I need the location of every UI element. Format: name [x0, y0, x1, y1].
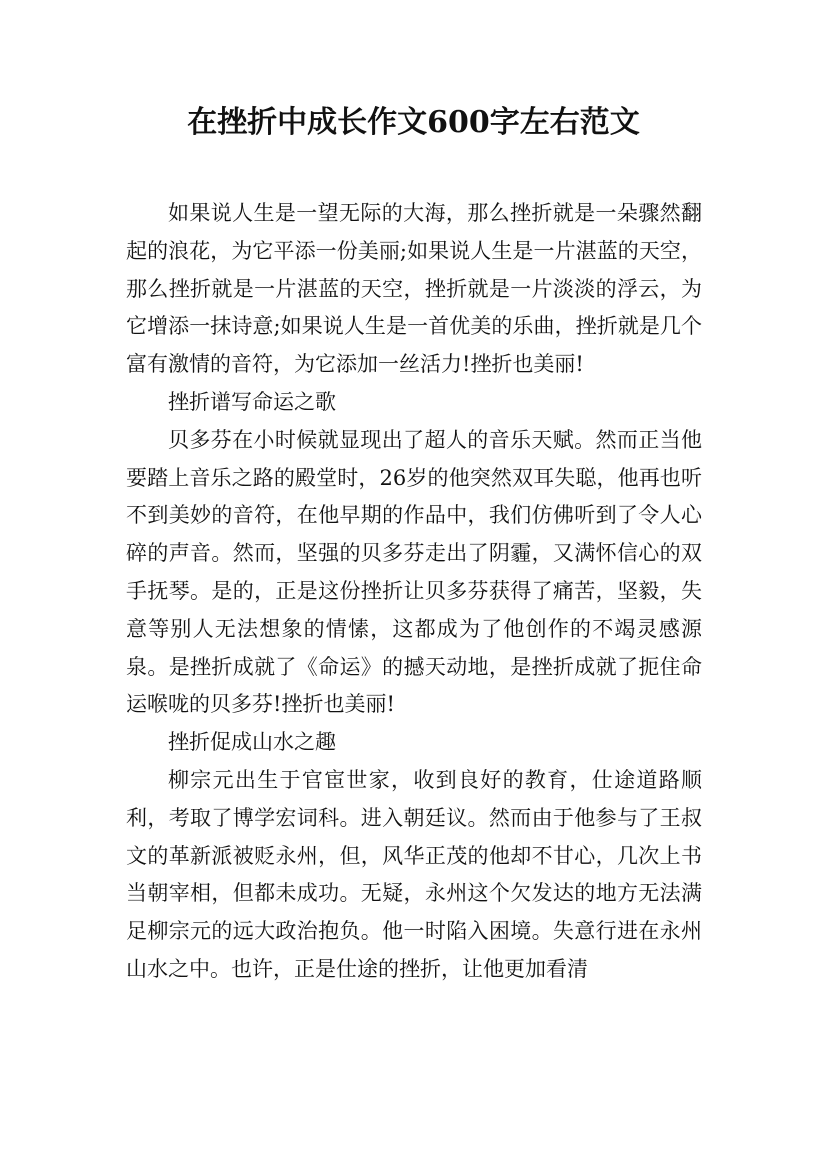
- section-heading-liu-zongyuan: 挫折促成山水之趣: [168, 730, 336, 755]
- paragraph-beethoven: 贝多芬在小时候就显现出了超人的音乐天赋。然而正当他要踏上音乐之路的殿堂时，26岁的他突然双耳失聪，他再也听不到美妙的音符，在他早期的作品中，我们仿佛听到了令人心碎的声音。然而，坚强的贝多芬走出了阴霾，又满怀信心的双手抚琴。是的，正是这份挫折让贝多芬获得了痛苦，坚毅，失意等别人无法想象的情愫，这都成为了他创作的不竭灵感源泉。是挫折成就了《命运》的撼天动地，是挫折成就了扼住命运喉咙的贝多芬!挫折也美丽!: [126, 427, 702, 717]
- document-body: [126, 195, 702, 989]
- paragraph-liu-zongyuan: 柳宗元出生于官宦世家，收到良好的教育，仕途道路顺利，考取了博学宏词科。进入朝廷议。然而由于他参与了王叔文的革新派被贬永州，但，风华正茂的他却不甘心，几次上书当朝宰相，但都未成功。无疑，永州这个欠发达的地方无法满足柳宗元的远大政治抱负。他一时陷入困境。失意行进在永州山水之中。也许，正是仕途的挫折，让他更加看清: [126, 767, 702, 981]
- paragraph-intro: 如果说人生是一望无际的大海，那么挫折就是一朵骤然翻起的浪花，为它平添一份美丽;如果说人生是一片湛蓝的天空，那么挫折就是一片湛蓝的天空，挫折就是一片淡淡的浮云，为它增添一抹诗意;如果说人生是一首优美的乐曲，挫折就是几个富有激情的音符，为它添加一丝活力!挫折也美丽!: [126, 201, 702, 377]
- section-heading-beethoven: 挫折谱写命运之歌: [168, 389, 336, 414]
- document-title: 在挫折中成长作文600字左右范文: [187, 105, 640, 140]
